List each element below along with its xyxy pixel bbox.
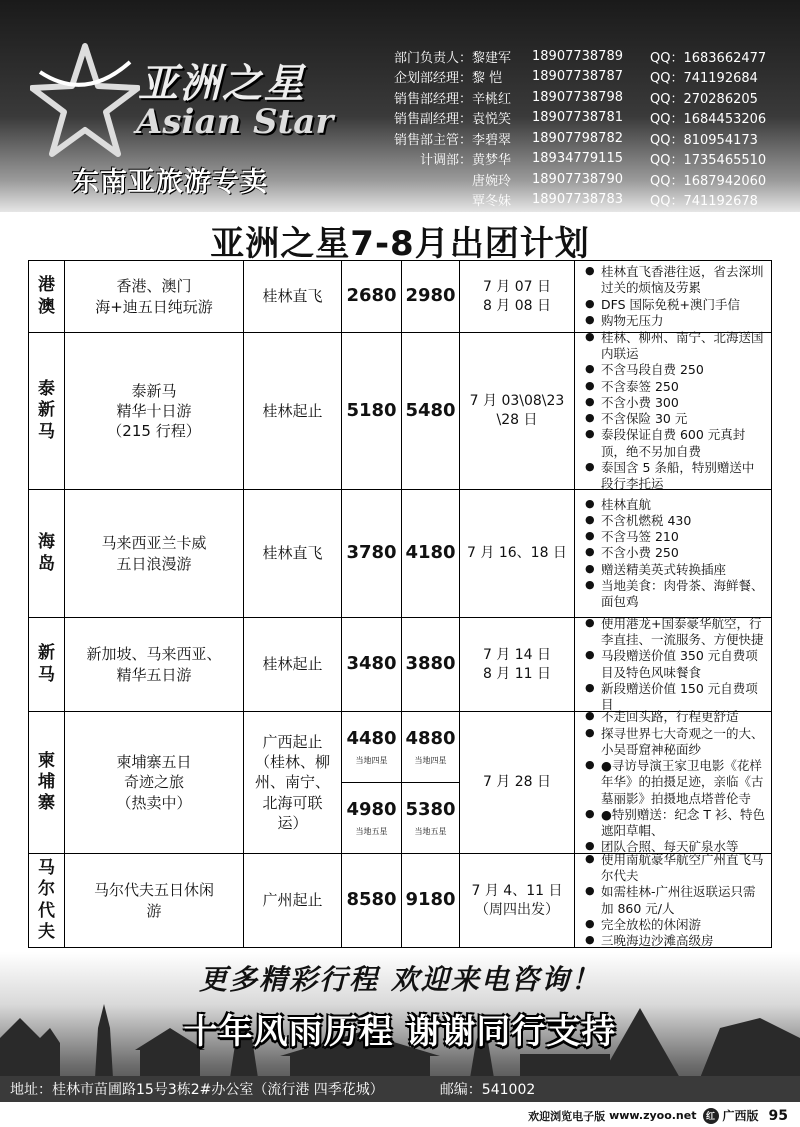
date-line: 7 月 07 日 <box>482 278 552 295</box>
region-label: 马尔代夫 <box>38 858 55 942</box>
tour-name-cell <box>65 712 244 853</box>
page-number: 95 <box>768 1107 788 1124</box>
contact-phone: 18907738798 <box>532 89 623 105</box>
tour-name-line: 五日浪漫游 <box>116 554 192 573</box>
promo-line-2: 十年风雨历程 谢谢同行支持 <box>183 1012 617 1052</box>
price-cell <box>402 490 460 617</box>
tour-name-cell <box>65 854 244 947</box>
logo-english-name: Asian Star <box>136 102 334 142</box>
note-item: ● 探寻世界七大奇观之一的大、小吴哥窟神秘面纱 <box>585 726 765 759</box>
price-value: 2980 <box>405 285 456 307</box>
hotel-grade: 当地四星 <box>414 756 447 766</box>
tour-name-line: 新加坡、马来西亚、 <box>86 645 222 664</box>
departure-line: 州、南宁、 <box>254 773 330 792</box>
contact-row <box>372 46 792 67</box>
price-value: 9180 <box>405 889 456 911</box>
price-value: 2680 <box>346 285 397 307</box>
welcome-text: 欢迎浏览电子版 <box>528 1109 606 1123</box>
region-cell <box>29 490 65 617</box>
tour-name-line: 马尔代夫五日休闲 <box>93 881 214 900</box>
date-line: 7 月 28 日 <box>482 774 552 791</box>
contact-phone: 18907738789 <box>532 48 623 64</box>
region-cell <box>29 712 65 853</box>
departure-cell <box>244 854 342 947</box>
date-cell <box>460 618 575 711</box>
date-cell <box>460 490 575 617</box>
edition-label: 广西版 <box>722 1109 759 1123</box>
site-link[interactable]: www.zyoo.net <box>609 1109 697 1122</box>
postcode-text: 邮编：541002 <box>439 1082 536 1098</box>
tour-name-line: 游 <box>146 901 162 920</box>
departure-line: （桂林、柳 <box>254 753 330 772</box>
note-item: ● 泰国含 5 条船，特别赠送中段行李托运 <box>585 460 765 493</box>
price-value: 8580 <box>346 889 397 911</box>
notes-list <box>585 497 765 611</box>
notes-cell <box>575 261 771 332</box>
price-cell <box>342 712 402 853</box>
contact-phone: 18907798782 <box>532 130 623 146</box>
region-cell <box>29 618 65 711</box>
price-cell <box>402 854 460 947</box>
contact-row <box>372 87 792 108</box>
price-cell <box>342 618 402 711</box>
departure-cell <box>244 618 342 711</box>
date-line: 8 月 08 日 <box>482 297 552 314</box>
table-row <box>29 329 771 491</box>
notes-list <box>585 264 765 329</box>
tour-name-line: 海+迪五日纯玩游 <box>95 297 213 316</box>
tour-table <box>28 260 772 948</box>
notes-cell <box>575 709 771 855</box>
note-item: ● 桂林直航 <box>585 497 765 513</box>
price-cell <box>342 490 402 617</box>
contact-phone: 18907738781 <box>532 110 623 126</box>
contact-phone: 18934779115 <box>532 151 623 167</box>
region-label: 新马 <box>38 643 55 685</box>
notes-cell <box>575 490 771 617</box>
contact-row <box>372 108 792 129</box>
note-item: ● 不走回头路，行程更舒适 <box>585 709 765 725</box>
date-line: 8 月 11 日 <box>482 665 552 682</box>
table-row <box>29 261 771 333</box>
price-cell <box>342 854 402 947</box>
address-text: 地址：桂林市苗圃路15号3栋2#办公室（流行港 四季花城） <box>10 1082 384 1098</box>
note-item: ● ●寻访导演王家卫电影《花样年华》的拍摄足迹，亲临《古墓丽影》拍摄地点塔普伦寺 <box>585 758 765 807</box>
note-item: ● 当地美食：肉骨茶、海鲜餐、面包鸡 <box>585 578 765 611</box>
contact-name: 黎 恺 <box>472 71 503 87</box>
price-value: 3480 <box>346 653 397 675</box>
note-item: ● 使用南航豪华航空广州直飞马尔代夫 <box>585 852 765 885</box>
departure-line: 广西起止 <box>262 732 323 751</box>
date-line: 7 月 4、11 日 <box>471 882 563 899</box>
contact-name: 辛桃红 <box>472 91 512 107</box>
price-cell <box>342 333 402 489</box>
note-item: ● 桂林直飞香港往返，省去深圳过关的烦恼及劳累 <box>585 264 765 297</box>
tour-name-line: （热卖中） <box>116 793 192 812</box>
note-item: ● 购物无压力 <box>585 313 765 329</box>
note-item: ● 不含泰签 250 <box>585 379 765 395</box>
notes-cell <box>575 615 771 712</box>
note-item: ● 三晚海边沙滩高级房 <box>585 933 765 949</box>
contact-qq: QQ：1683662477 <box>650 50 767 66</box>
table-row <box>29 615 771 712</box>
contact-phone: 18907738783 <box>532 192 623 208</box>
header-banner <box>0 0 800 212</box>
departure-line: 北海可联 <box>262 793 323 812</box>
contact-role: 销售副经理： <box>393 112 472 128</box>
region-label: 柬埔寨 <box>38 750 55 814</box>
contact-row <box>372 128 792 149</box>
note-item: ● 完全放松的休闲游 <box>585 917 765 933</box>
tour-name-cell <box>65 490 244 617</box>
tour-name-line: 精华十日游 <box>116 401 192 420</box>
contact-row <box>372 190 792 211</box>
hotel-grade: 当地四星 <box>355 756 388 766</box>
region-cell <box>29 261 65 332</box>
tour-name-line: 泰新马 <box>131 381 177 400</box>
departure-cell <box>244 712 342 853</box>
contact-qq: QQ：741192678 <box>650 194 758 210</box>
departure-line: 运） <box>277 813 308 832</box>
tour-name-line: 奇迹之旅 <box>123 773 184 792</box>
price-value: 4480 <box>346 727 397 749</box>
note-item: ● 不含马签 210 <box>585 529 765 545</box>
date-line: 7 月 03\08\23 <box>469 393 565 410</box>
note-item: ● DFS 国际免税+澳门手信 <box>585 297 765 313</box>
departure-cell <box>244 261 342 332</box>
logo-chinese-name: 亚洲之星 <box>138 61 306 107</box>
note-item: ● 马段赠送价值 350 元自费项目及特色风味餐食 <box>585 648 765 681</box>
note-item: ● 如需桂林-广州往返联运只需加 860 元/人 <box>585 884 765 917</box>
tour-name-cell <box>65 333 244 489</box>
contact-row <box>372 149 792 170</box>
tour-name-line: 精华五日游 <box>116 665 192 684</box>
note-item: ● 使用港龙+国泰豪华航空，行李直挂、一流服务、方便快捷 <box>585 616 765 649</box>
table-row <box>29 709 771 855</box>
date-cell <box>460 261 575 332</box>
logo <box>30 42 360 162</box>
note-item: ● 不含小费 250 <box>585 545 765 561</box>
price-value: 3880 <box>405 653 456 675</box>
region-label: 海岛 <box>38 532 55 574</box>
price-cell <box>342 261 402 332</box>
hotel-grade: 当地五星 <box>414 827 447 837</box>
tour-name-line: 香港、澳门 <box>116 277 192 296</box>
notes-list <box>585 852 765 950</box>
notes-cell <box>575 851 771 948</box>
region-label: 港澳 <box>38 275 55 317</box>
note-item: ● ●特别赠送：纪念 T 衫、特色遮阳草帽、 <box>585 807 765 840</box>
contact-phone: 18907738790 <box>532 171 623 187</box>
date-line: 7 月 16、18 日 <box>467 545 567 562</box>
contact-qq: QQ：1687942060 <box>650 173 767 189</box>
departure-cell <box>244 490 342 617</box>
price-value: 4880 <box>405 727 456 749</box>
contact-phone: 18907738787 <box>532 69 623 85</box>
contact-qq: QQ：810954173 <box>650 132 758 148</box>
departure-line: 桂林起止 <box>262 655 323 674</box>
contact-name: 黎建军 <box>472 50 512 66</box>
contact-role: 部门负责人： <box>393 50 472 66</box>
note-item: ● 不含保险 30 元 <box>585 411 765 427</box>
notes-list <box>585 709 765 855</box>
table-row <box>29 851 771 948</box>
note-item: ● 新段赠送价值 150 元自费项目 <box>585 681 765 714</box>
contact-list <box>372 46 792 210</box>
price-value: 4180 <box>405 542 456 564</box>
date-cell <box>460 712 575 853</box>
date-cell <box>460 333 575 489</box>
note-item: ● 不含机燃税 430 <box>585 513 765 529</box>
price-cell <box>402 261 460 332</box>
page-title: 亚洲之星7-8月出团计划 <box>210 224 590 264</box>
price-value: 3780 <box>346 542 397 564</box>
departure-line: 广州起止 <box>262 891 323 910</box>
note-item: ● 不含小费 300 <box>585 395 765 411</box>
hotel-grade: 当地五星 <box>355 827 388 837</box>
notes-list <box>585 330 765 493</box>
contact-role: 销售部主管： <box>393 132 472 148</box>
contact-qq: QQ：1684453206 <box>650 112 767 128</box>
address-bar <box>0 1076 800 1102</box>
price-cell <box>402 333 460 489</box>
contact-name: 袁悦笑 <box>472 112 512 128</box>
departure-cell <box>244 333 342 489</box>
tour-name-cell <box>65 618 244 711</box>
date-line: \28 日 <box>496 412 538 428</box>
departure-line: 桂林直飞 <box>262 287 323 306</box>
date-cell <box>460 854 575 947</box>
region-cell <box>29 333 65 489</box>
page-footer <box>0 1104 800 1127</box>
contact-qq: QQ：270286205 <box>650 91 758 107</box>
contact-name: 唐婉玲 <box>472 173 512 189</box>
note-item: ● 赠送精美英式转换插座 <box>585 562 765 578</box>
departure-line: 桂林起止 <box>262 401 323 420</box>
tour-name-cell <box>65 261 244 332</box>
tour-name-line: （215 行程） <box>107 422 201 441</box>
promo-line-1: 更多精彩行程 欢迎来电咨询！ <box>199 963 601 996</box>
tour-name-line: 马来西亚兰卡威 <box>101 534 207 553</box>
contact-name: 覃冬妹 <box>472 194 512 210</box>
price-value: 5180 <box>346 399 397 421</box>
price-cell <box>402 712 460 853</box>
date-line: （周四出发） <box>474 901 559 918</box>
contact-name: 李碧翠 <box>472 132 512 148</box>
note-item: ● 不含马段自费 250 <box>585 362 765 378</box>
slogan: 东南亚旅游专卖 <box>72 167 268 198</box>
contact-role: 计调部： <box>419 153 472 169</box>
contact-row <box>372 67 792 88</box>
region-cell <box>29 854 65 947</box>
date-line: 7 月 14 日 <box>482 646 552 663</box>
publisher-badge-icon: 红 <box>703 1108 719 1124</box>
region-label: 泰新马 <box>38 379 55 442</box>
price-cell <box>402 618 460 711</box>
contact-qq: QQ：741192684 <box>650 71 758 87</box>
notes-cell <box>575 329 771 491</box>
price-value: 5480 <box>405 399 456 421</box>
price-value: 5380 <box>405 798 456 820</box>
contact-qq: QQ：1735465510 <box>650 153 767 169</box>
note-item: ● 团队合照、每天矿泉水等 <box>585 839 765 855</box>
star-logo-icon <box>30 42 140 162</box>
notes-list <box>585 616 765 714</box>
footer-banner <box>0 952 800 1102</box>
note-item: ● 泰段保证自费 600 元真封顶，绝不另加自费 <box>585 427 765 460</box>
tour-name-line: 柬埔寨五日 <box>116 753 192 772</box>
table-row <box>29 490 771 618</box>
contact-role: 销售部经理： <box>393 91 472 107</box>
contact-name: 黄梦华 <box>472 153 512 169</box>
contact-row <box>372 169 792 190</box>
contact-role: 企划部经理： <box>393 71 472 87</box>
price-value: 4980 <box>346 798 397 820</box>
departure-line: 桂林直飞 <box>262 544 323 563</box>
note-item: ● 桂林、柳州、南宁、北海送国内联运 <box>585 330 765 363</box>
